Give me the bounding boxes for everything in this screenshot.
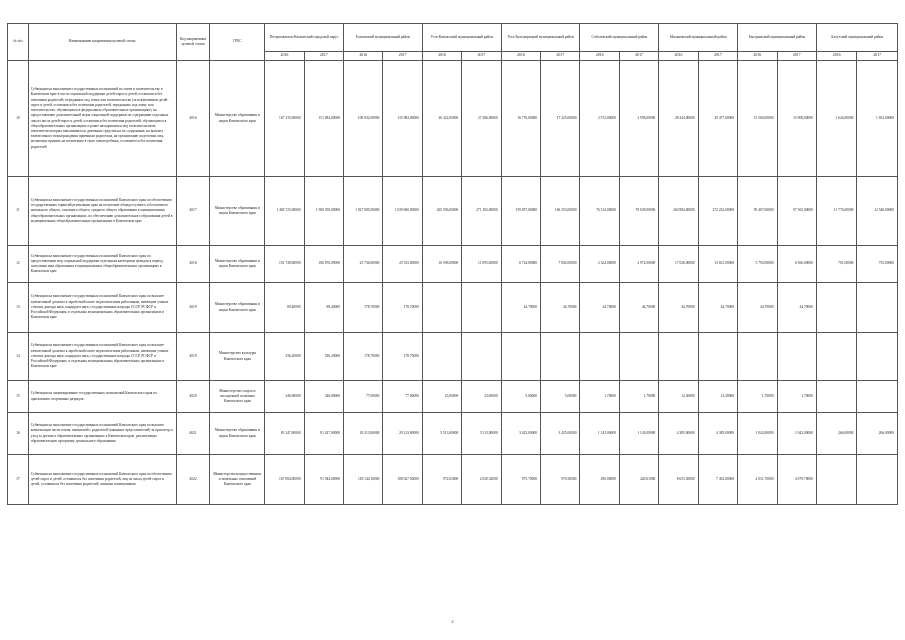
row-value: 2 020,52000 — [462, 455, 501, 505]
row-value: 263 884,00000 — [659, 177, 698, 246]
row-value: 1 469 725,00000 — [265, 177, 304, 246]
row-num: 11 — [8, 177, 29, 246]
row-value: 266,00000 — [857, 413, 898, 455]
row-value: 89,40000 — [304, 283, 343, 333]
year-header: 2017 — [698, 52, 737, 61]
row-num: 10 — [8, 61, 29, 177]
row-value: 1 143,00000 — [580, 413, 619, 455]
row-value: 118 144,10000 — [344, 455, 383, 505]
row-grbs: Министерство образования и науки Камчатского края — [210, 61, 265, 177]
row-value: 13 631,00000 — [698, 246, 737, 283]
header-district: Усть-Большерецкий муниципальный район — [501, 24, 580, 52]
row-value: 23,00000 — [422, 381, 461, 413]
row-value — [857, 283, 898, 333]
row-value — [698, 333, 737, 381]
row-code: 4020 — [176, 381, 210, 413]
row-value: 44,70000 — [738, 283, 777, 333]
row-value: 272 222,00000 — [698, 177, 737, 246]
row-value: 265 596,00000 — [422, 177, 461, 246]
row-value: 17 225,00000 — [541, 61, 580, 177]
row-value: 44,70000 — [698, 283, 737, 333]
row-name: Субвенции на лицензирование государственных полномочий Камчатского края по присвоению спортивных разрядов — [28, 381, 176, 413]
table-row — [8, 246, 898, 283]
row-value: 972,63000 — [422, 455, 461, 505]
row-name: Субвенции на выполнение государственных полномочий Камчатского края по предоставлению мер социальной поддержки отдельным категориям граждан в период получения ими образования в муниципальных общеобразовательных организациях в Камчатском крае — [28, 246, 176, 283]
row-value: 167 335,00000 — [265, 61, 304, 177]
row-value: 81 247,00000 — [265, 413, 304, 455]
row-code: 4019 — [176, 283, 210, 333]
row-name: Субвенции на выполнение государственных полномочий Камчатского края по выплате компенсации части платы, взимаемой с родителей (законных представителей) за присмотр и уход за детьми в образовательных организациях в Камчатском крае, реализующих образовательную программу дошкольного образования — [28, 413, 176, 455]
row-value: 1 143,00000 — [619, 413, 658, 455]
row-code: 4018 — [176, 246, 210, 283]
row-name: Субвенции на выполнение государственных полномочий Камчатского края по обеспечению государственных гарантий реализации прав на получение общедоступного и бесплатного начального общего, основного общего, среднего общего образования в муниципальных общеобразовательных организациях, по обеспечению дополнительного образования детей в муниципальных общеобразовательных организациях в Камчатском крае — [28, 177, 176, 246]
header-row — [8, 24, 898, 52]
row-value: 6 566,00000 — [777, 246, 816, 283]
row-value: 271 182,00000 — [462, 177, 501, 246]
table-row — [8, 177, 898, 246]
year-header: 2016 — [344, 52, 383, 61]
row-value: 1 624,00000 — [816, 61, 857, 177]
row-value: 44,70000 — [541, 283, 580, 333]
row-value — [816, 455, 857, 505]
row-value: 4 385,00000 — [698, 413, 737, 455]
row-value: 15 566,00000 — [738, 61, 777, 177]
table-body — [8, 61, 898, 505]
row-value: 15 908,00000 — [777, 61, 816, 177]
row-value: 28 444,00000 — [659, 61, 698, 177]
year-header: 2016 — [580, 52, 619, 61]
row-num: 14 — [8, 333, 29, 381]
row-value: 1 580 359,00000 — [304, 177, 343, 246]
row-grbs: Министерство образования и науки Камчатского края — [210, 246, 265, 283]
table-row — [8, 333, 898, 381]
row-value: 81 247,00000 — [304, 413, 343, 455]
row-value: 91 944,00000 — [304, 455, 343, 505]
row-value — [659, 333, 698, 381]
row-value: 420,61000 — [619, 455, 658, 505]
row-value: 25 736,00000 — [344, 246, 383, 283]
row-value: 29 213,00000 — [383, 413, 422, 455]
row-value: 178,70000 — [383, 283, 422, 333]
row-name: Субвенции на выполнение государственных полномочий Камчатского края по выплате ежемесячной доплаты к заработной плате педагогическим работникам, имеющим ученые степени доктора наук, кандидата наук, государственные награды СССР, РСФСР и Российской Федерации, в отдельных муниципальных образовательных организациях в Камчатском крае — [28, 333, 176, 381]
row-value — [816, 283, 857, 333]
row-value: 12 546,00000 — [857, 177, 898, 246]
year-header: 2016 — [738, 52, 777, 61]
row-num: 17 — [8, 455, 29, 505]
row-value: 77,00000 — [383, 381, 422, 413]
header-district: Усть-Камчатский муниципальный район — [422, 24, 501, 52]
row-value: 16 596,00000 — [422, 246, 461, 283]
row-value: 536,20000 — [304, 333, 343, 381]
row-value: 26 322,00000 — [422, 61, 461, 177]
row-value: 108 942,00000 — [344, 61, 383, 177]
row-value: 490,00000 — [580, 455, 619, 505]
table-row — [8, 283, 898, 333]
row-value: 8 653,50000 — [659, 455, 698, 505]
row-value: 755,00000 — [857, 246, 898, 283]
row-grbs: Министерство имущественных и земельных отношений Камчатского края — [210, 455, 265, 505]
row-name: Субвенции на выполнение государственных полномочий по опеке и попечительству в Камчатском крае в части социальной поддержки детей-сирот и детей, оставшихся без попечения родителей, переданных под опеку или попечительство (за исключением детей-сирот и детей, оставшихся без попечения родителей, переданных под опеку или попечительство, обучающихся в федеральных образовательных организациях), на предоставление дополнительной меры социальной поддержки по содержанию отдельных лиц из числа детей-сирот и детей, оставшихся без попечения родителей, обучающихся в общеобразовательных организациях и ранее находившихся под попечительством, попечители которых выплачивалось денежные средства на их содержание, на выплату ежемесячного вознаграждения приемным родителям, на организацию подготовки лиц, желающих принять на воспитание в свою семью ребенка, оставшегося без попечения родителей — [28, 61, 176, 177]
row-value: 2 958,00000 — [619, 61, 658, 177]
row-value: 3 425,00000 — [501, 413, 540, 455]
year-header: 2016 — [422, 52, 461, 61]
row-grbs: Министерство образования и науки Камчатского края — [210, 177, 265, 246]
row-value: 1,70000 — [777, 381, 816, 413]
year-header: 2017 — [777, 52, 816, 61]
row-value: 3 425,00000 — [541, 413, 580, 455]
row-code: 4019 — [176, 333, 210, 381]
row-value — [501, 333, 540, 381]
row-value — [857, 381, 898, 413]
row-value: 11 095,00000 — [462, 246, 501, 283]
row-value: 2 572,00000 — [580, 61, 619, 177]
row-value: 76 314,00000 — [580, 177, 619, 246]
row-value: 11 776,00000 — [816, 177, 857, 246]
row-value: 5 513,00000 — [462, 413, 501, 455]
row-value: 167 084,00000 — [265, 455, 304, 505]
row-value — [777, 333, 816, 381]
row-value: 6 724,00000 — [501, 246, 540, 283]
row-value: 1,70000 — [738, 381, 777, 413]
header-district: Алеутский муниципальный район — [816, 24, 897, 52]
header-num: № п/п — [8, 24, 29, 61]
table-row — [8, 61, 898, 177]
row-value: 5 513,00000 — [422, 413, 461, 455]
row-value: 178,70000 — [344, 333, 383, 381]
row-value: 44,70000 — [659, 283, 698, 333]
year-header: 2017 — [383, 52, 422, 61]
row-value: 95 407,00000 — [738, 177, 777, 246]
year-header: 2016 — [265, 52, 304, 61]
row-value: 975,70000 — [501, 455, 540, 505]
row-value: 27 286,00000 — [462, 61, 501, 177]
header-district: Соболевский муниципальный район — [580, 24, 659, 52]
row-value — [422, 333, 461, 381]
year-header: 2016 — [816, 52, 857, 61]
row-value: 1 042,00000 — [777, 413, 816, 455]
row-value — [619, 333, 658, 381]
row-value: 29 213,00000 — [344, 413, 383, 455]
row-name: Субвенции на выполнение государственных полномочий Камчатского края по выплате ежемесячной доплаты к заработной плате педагогическим работникам, имеющим ученые степени доктора наук, кандидата наук, государственные награды СССР, РСФСР и Российской Федерации, в отдельных муниципальных образовательных организациях в Камчатском крае — [28, 283, 176, 333]
row-value: 7 002,00000 — [541, 246, 580, 283]
row-num: 15 — [8, 381, 29, 413]
row-value: 12,30000 — [698, 381, 737, 413]
year-header: 2017 — [462, 52, 501, 61]
row-value: 536,20000 — [265, 333, 304, 381]
row-value: 12,30000 — [659, 381, 698, 413]
year-header: 2016 — [501, 52, 540, 61]
row-value — [580, 333, 619, 381]
row-value — [816, 381, 857, 413]
row-value: 106 876,00000 — [304, 246, 343, 283]
row-value: 346,00000 — [304, 381, 343, 413]
row-value: 4 079,70000 — [777, 455, 816, 505]
row-grbs: Министерство образования и науки Камчатского края — [210, 283, 265, 333]
year-header: 2017 — [619, 52, 658, 61]
row-value — [857, 455, 898, 505]
row-value: 135 984,00000 — [383, 61, 422, 177]
row-value: 5,00000 — [541, 381, 580, 413]
table-row — [8, 381, 898, 413]
row-value — [816, 333, 857, 381]
row-value: 159 857,00000 — [501, 177, 540, 246]
row-value: 2 031,70000 — [738, 455, 777, 505]
header-name: Наименование направления целевой статьи — [28, 24, 176, 61]
row-code: 4016 — [176, 61, 210, 177]
year-header: 2016 — [659, 52, 698, 61]
page-number: 2 — [451, 619, 454, 624]
row-value: 166 353,00000 — [541, 177, 580, 246]
row-value: 346,00000 — [265, 381, 304, 413]
row-grbs: Министерство культуры Камчатского края — [210, 333, 265, 381]
row-value — [462, 333, 501, 381]
row-value: 1,70000 — [619, 381, 658, 413]
row-value — [738, 333, 777, 381]
row-value: 25 533,00000 — [383, 246, 422, 283]
table-row — [8, 455, 898, 505]
row-value: 1 042,00000 — [738, 413, 777, 455]
row-value: 970,50000 — [541, 455, 580, 505]
row-value: 1 039 060,00000 — [383, 177, 422, 246]
row-value: 89,40000 — [265, 283, 304, 333]
row-value: 5,00000 — [501, 381, 540, 413]
year-header: 2017 — [541, 52, 580, 61]
row-num: 12 — [8, 246, 29, 283]
row-value: 29 477,00000 — [698, 61, 737, 177]
row-value — [857, 333, 898, 381]
row-value: 44,70000 — [619, 283, 658, 333]
row-value — [462, 283, 501, 333]
year-header: 2017 — [857, 52, 898, 61]
table-row — [8, 413, 898, 455]
row-value: 4 385,00000 — [659, 413, 698, 455]
row-value: 1 652,00000 — [857, 61, 898, 177]
row-value: 44,70000 — [580, 283, 619, 333]
row-value: 151 084,00000 — [304, 61, 343, 177]
row-value: 44,70000 — [501, 283, 540, 333]
row-code: 4017 — [176, 177, 210, 246]
header-code: Код направления целевой статьи — [176, 24, 210, 61]
row-grbs: Министерство образования и науки Камчатского края — [210, 413, 265, 455]
row-value: 16 776,00000 — [501, 61, 540, 177]
row-value: 108 027,50000 — [383, 455, 422, 505]
row-value: 97 565,00000 — [777, 177, 816, 246]
header-district: Быстринский муниципальный район — [738, 24, 817, 52]
budget-table — [7, 23, 898, 505]
row-value: 2 972,00000 — [619, 246, 658, 283]
header-district: Петропавловск-Камчатский городской округ — [265, 24, 344, 52]
row-code: 4022 — [176, 455, 210, 505]
row-grbs: Министерство спорта и молодежной политики Камчатского края — [210, 381, 265, 413]
row-value: 178,70000 — [344, 283, 383, 333]
row-value: 78 639,00000 — [619, 177, 658, 246]
row-value: 701,00000 — [816, 246, 857, 283]
row-value: 2 324,00000 — [580, 246, 619, 283]
row-value: 23,00000 — [462, 381, 501, 413]
row-value: 5 792,00000 — [738, 246, 777, 283]
row-num: 16 — [8, 413, 29, 455]
row-value: 1 027 085,00000 — [344, 177, 383, 246]
row-value — [541, 333, 580, 381]
row-value: 1,70000 — [580, 381, 619, 413]
row-value: 77,00000 — [344, 381, 383, 413]
row-value: 101 749,00000 — [265, 246, 304, 283]
row-value: 7 452,00000 — [698, 455, 737, 505]
header-grbs: ГРБС — [210, 24, 265, 61]
row-value: 266,00000 — [816, 413, 857, 455]
row-code: 4021 — [176, 413, 210, 455]
row-value — [422, 283, 461, 333]
row-num: 13 — [8, 283, 29, 333]
year-header: 2017 — [304, 52, 343, 61]
row-value: 44,70000 — [777, 283, 816, 333]
row-name: Субвенции на выполнение государственных полномочий Камчатского края по обеспечению детей-сирот и детей, оставшихся без попечения родителей, лиц из числа детей-сирот и детей, оставшихся без попечения родителей, жилыми помещениями — [28, 455, 176, 505]
header-district: Елизовский муниципальный район — [344, 24, 423, 52]
row-value: 178,70000 — [383, 333, 422, 381]
header-district: Мильковский муниципальный район — [659, 24, 738, 52]
row-value: 17 026,00000 — [659, 246, 698, 283]
